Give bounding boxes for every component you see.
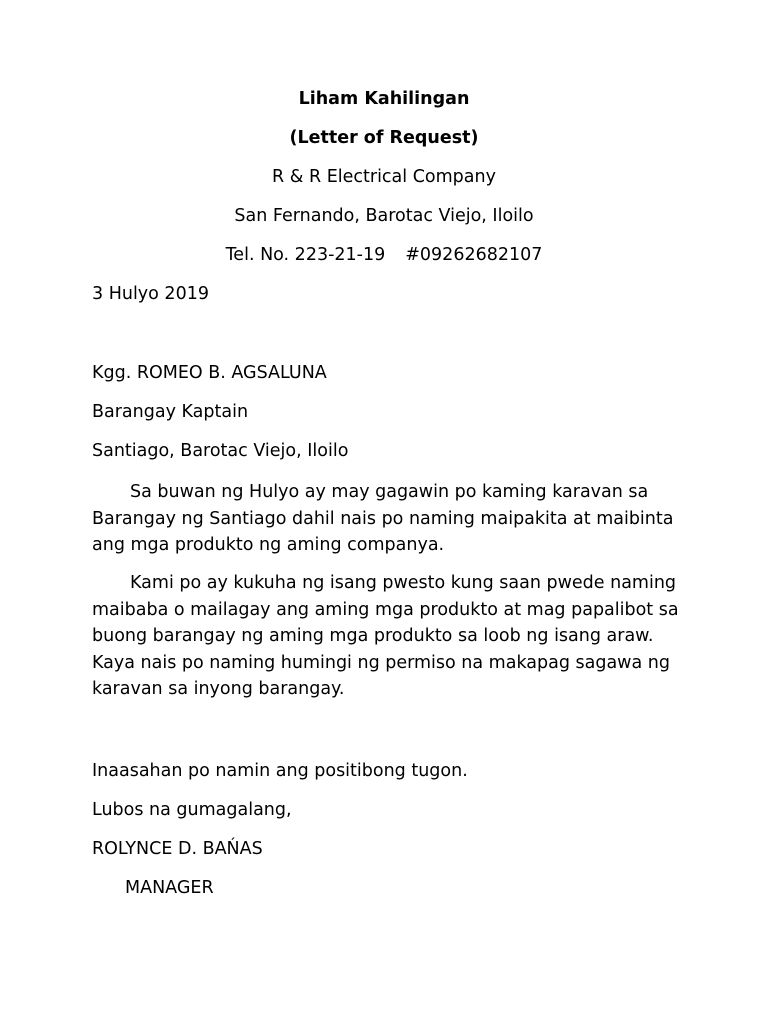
telephone-number: Tel. No. 223-21-19 — [225, 245, 386, 265]
mobile-number: #09262682107 — [405, 245, 543, 265]
recipient-position: Barangay Kaptain — [92, 402, 249, 422]
body-paragraph-1: Sa buwan ng Hulyo ay may gagawin po kaming karavan sa Barangay ng Santiago dahil nais po naming maipakita at maibinta ang mga produkto ng aming companya. — [92, 482, 674, 555]
letter-subtitle: (Letter of Request) — [289, 128, 479, 148]
company-name: R & R Electrical Company — [272, 167, 496, 187]
company-address: San Fernando, Barotac Viejo, Iloilo — [234, 206, 534, 226]
body-paragraph-2: Kami po ay kukuha ng isang pwesto kung saan pwede naming maibaba o mailagay ang aming mga produkto at mag papalibot sa buong barangay ng aming mga produkto sa loob ng isang araw. Kaya nais po naming humingi ng permiso na makapag sagawa ng karavan sa inyong barangay. — [92, 573, 679, 699]
letter-date: 3 Hulyo 2019 — [92, 284, 209, 304]
signer-name: ROLYNCE D. BAŃAS — [92, 839, 263, 859]
contact-numbers — [0, 247, 768, 265]
complimentary-close: Lubos na gumagalang, — [92, 800, 292, 820]
closing-line: Inaasahan po namin ang positibong tugon. — [92, 761, 468, 781]
signer-title: MANAGER — [125, 878, 214, 898]
recipient-address: Santiago, Barotac Viejo, Iloilo — [92, 441, 349, 461]
letter-title: Liham Kahilingan — [298, 89, 470, 109]
recipient-name: Kgg. ROMEO B. AGSALUNA — [92, 363, 327, 383]
